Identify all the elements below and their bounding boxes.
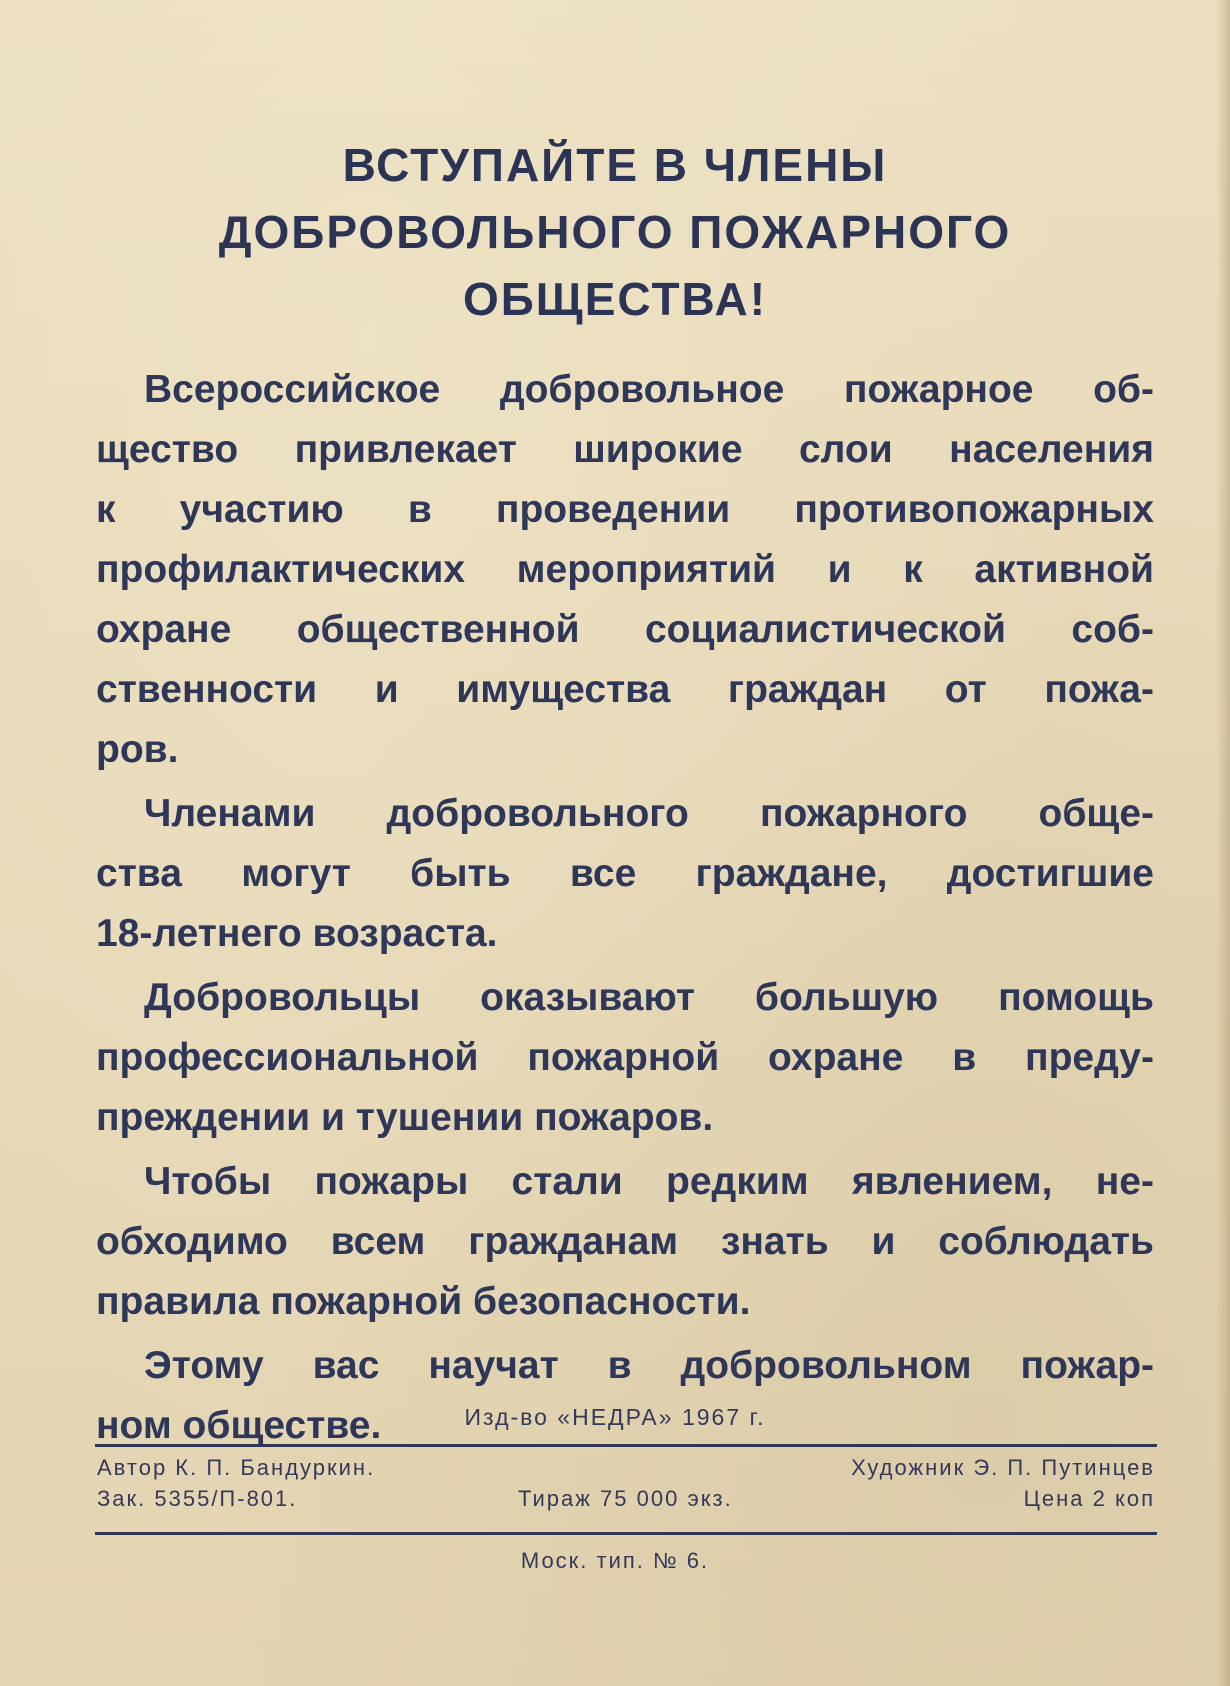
imprint-row: [97, 1452, 1155, 1483]
paragraph-society: [96, 360, 1154, 780]
imprint-block: [97, 1452, 1155, 1514]
body-line: профилактических мероприятий и к активной: [96, 548, 1154, 591]
imprint-price: Цена 2 коп: [1023, 1486, 1155, 1511]
body-line: правила пожарной безопасности.: [96, 1280, 751, 1323]
body-line: преждении и тушении пожаров.: [96, 1096, 714, 1139]
imprint-author: Автор К. П. Бандуркин.: [97, 1455, 376, 1480]
body-line: к участию в проведении противопожарных: [96, 488, 1154, 531]
body-line: ственности и имущества граждан от пожа-: [96, 668, 1154, 711]
body-line: 18-летнего возраста.: [96, 912, 498, 955]
body-line: Всероссийское добровольное пожарное об-: [144, 368, 1154, 411]
leaflet-body: [96, 360, 1154, 1460]
body-line: Добровольцы оказывают большую помощь: [144, 976, 1154, 1019]
title-line: ДОБРОВОЛЬНОГО ПОЖАРНОГО: [218, 206, 1012, 258]
body-line: Этому вас научат в добровольном пожар-: [144, 1344, 1154, 1387]
body-line: ров.: [96, 728, 179, 771]
paragraph-volunteers: [96, 968, 1154, 1148]
typography-line: Моск. тип. № 6.: [520, 1548, 710, 1573]
body-line: ства могут быть все граждане, достигшие: [96, 852, 1154, 895]
imprint-bottom-rule: [95, 1532, 1157, 1535]
paragraph-closing: [96, 1336, 1154, 1456]
body-line: щество привлекает широкие слои населения: [96, 428, 1154, 471]
paragraph-membership: [96, 784, 1154, 964]
imprint-artist: Художник Э. П. Путинцев: [851, 1455, 1155, 1480]
body-line: ном обществе.: [96, 1404, 382, 1447]
body-line: Чтобы пожары стали редким явлением, не-: [144, 1160, 1154, 1203]
imprint-top-rule: [95, 1444, 1157, 1447]
body-line: профессиональной пожарной охране в преду-: [96, 1036, 1154, 1079]
title-line: ВСТУПАЙТЕ В ЧЛЕНЫ: [342, 139, 888, 191]
imprint-row: [97, 1483, 1155, 1514]
title-line: ОБЩЕСТВА!: [462, 273, 768, 325]
paragraph-safety-rules: [96, 1152, 1154, 1332]
body-line: Членами добровольного пожарного обще-: [144, 792, 1154, 835]
publisher-line: Изд-во «НЕДРА» 1967 г.: [464, 1404, 766, 1430]
leaflet-title: [0, 132, 1230, 333]
imprint-print-run: Тираж 75 000 экз.: [518, 1486, 733, 1511]
imprint-order: Зак. 5355/П-801.: [97, 1486, 298, 1511]
body-line: обходимо всем гражданам знать и соблюдать: [96, 1220, 1154, 1263]
body-line: охране общественной социалистической соб-: [96, 608, 1154, 651]
